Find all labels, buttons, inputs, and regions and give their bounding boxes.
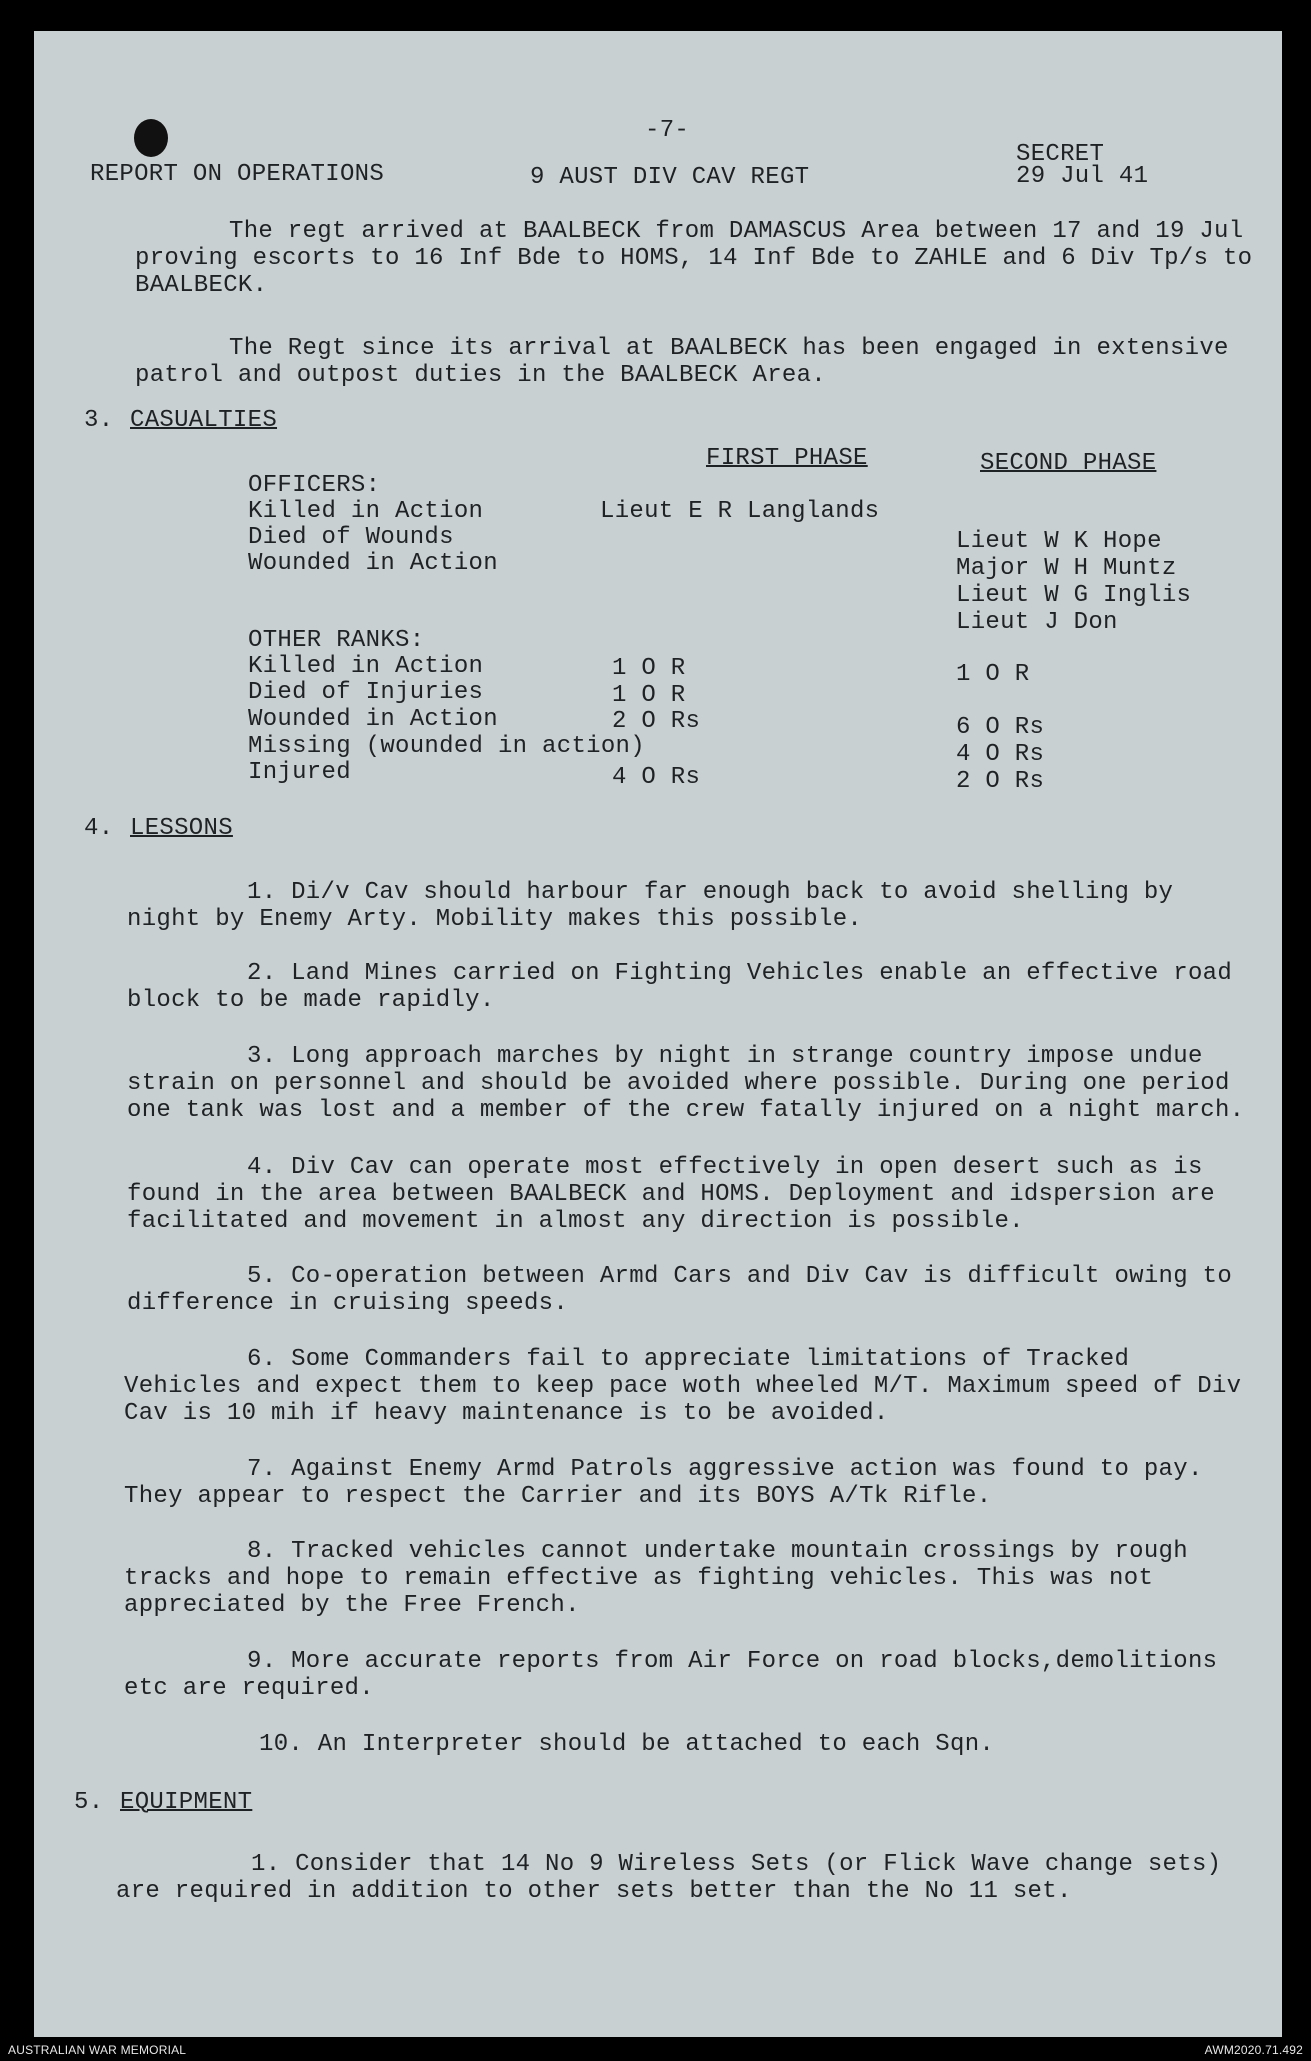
officer-second-entry: Major W H Muntz xyxy=(956,555,1177,582)
section-heading-casualties: CASUALTIES xyxy=(130,407,278,434)
other-ranks-row-label: Killed in Action xyxy=(248,653,484,680)
lesson-item: 10. An Interpreter should be attached to each Sqn. xyxy=(259,1731,995,1758)
unit-name: 9 AUST DIV CAV REGT xyxy=(530,164,810,191)
lesson-item: 7. Against Enemy Armd Patrols aggressive action was found to pay. They appear to respect the Carrier and its BOYS A/Tk Rifle. xyxy=(124,1456,1203,1510)
lesson-item: 3. Long approach marches by night in strange country impose undue strain on personnel and should be avoided where possible. During one period one tank was lost and a member of the crew fatally injured on a night march. xyxy=(127,1043,1245,1124)
lesson-item: 8. Tracked vehicles cannot undertake mountain crossings by rough tracks and hope to remain effective as fighting vehicles. This was not appreciated by the Free French. xyxy=(124,1538,1188,1619)
report-title: REPORT ON OPERATIONS xyxy=(90,161,385,188)
equipment-item: 1. Consider that 14 No 9 Wireless Sets (or Flick Wave change sets) are required in addition to other sets better than the No 11 set. xyxy=(116,1851,1222,1905)
classification: SECRET xyxy=(1016,141,1105,168)
document-page xyxy=(34,31,1282,2037)
section-number: 3. xyxy=(84,407,114,434)
other-ranks-second: 4 O Rs xyxy=(956,741,1045,768)
section-number: 5. xyxy=(74,1789,104,1816)
other-ranks-second: 2 O Rs xyxy=(956,768,1045,795)
report-date: 29 Jul 41 xyxy=(1016,163,1149,190)
section-number: 4. xyxy=(84,815,114,842)
lesson-item: 1. Di/v Cav should harbour far enough back to avoid shelling by night by Enemy Arty. Mobility makes this possible. xyxy=(127,879,1174,933)
officer-row-label: Killed in Action xyxy=(248,498,484,525)
other-ranks-row-label: Injured xyxy=(248,759,351,786)
section-heading-equipment: EQUIPMENT xyxy=(120,1789,253,1816)
lesson-item: 5. Co-operation between Armd Cars and Div Cav is difficult owing to difference in cruising speeds. xyxy=(127,1263,1233,1317)
intro-paragraph: The Regt since its arrival at BAALBECK has been engaged in extensive patrol and outpost duties in the BAALBECK Area. xyxy=(135,335,1229,389)
officers-label: OFFICERS: xyxy=(248,472,381,499)
punch-hole xyxy=(134,119,168,157)
other-ranks-row-label: Died of Injuries xyxy=(248,679,484,706)
other-ranks-first: 1 O R xyxy=(612,655,686,682)
column-header-second-phase: SECOND PHASE xyxy=(980,450,1157,477)
other-ranks-label: OTHER RANKS: xyxy=(248,627,425,654)
officer-second-entry: Lieut J Don xyxy=(956,609,1118,636)
officer-second-entry: Lieut W G Inglis xyxy=(956,582,1192,609)
other-ranks-second: 6 O Rs xyxy=(956,714,1045,741)
lesson-item: 4. Div Cav can operate most effectively in open desert such as is found in the area between BAALBECK and HOMS. Deployment and idspersion are facilitated and movement in almost any direction is possible. xyxy=(127,1154,1215,1235)
other-ranks-first: 1 O R xyxy=(612,682,686,709)
officer-killed-first: Lieut E R Langlands xyxy=(600,498,880,525)
lesson-item: 6. Some Commanders fail to appreciate limitations of Tracked Vehicles and expect them to keep pace woth wheeled M/T. Maximum speed of Div Cav is 10 mih if heavy maintenance is to be avoided. xyxy=(124,1346,1242,1427)
other-ranks-first: 4 O Rs xyxy=(612,764,701,791)
column-header-first-phase: FIRST PHASE xyxy=(706,445,868,472)
page-number: -7- xyxy=(645,117,690,144)
other-ranks-row-label: Missing (wounded in action) xyxy=(248,733,645,760)
lesson-item: 2. Land Mines carried on Fighting Vehicles enable an effective road block to be made rapidly. xyxy=(127,960,1233,1014)
officer-second-entry: Lieut W K Hope xyxy=(956,528,1162,555)
officer-row-label: Wounded in Action xyxy=(248,550,498,577)
archive-credit: AUSTRALIAN WAR MEMORIAL xyxy=(8,2043,187,2057)
archive-reference: AWM2020.71.492 xyxy=(1204,2043,1303,2057)
other-ranks-first: 2 O Rs xyxy=(612,708,701,735)
other-ranks-second: 1 O R xyxy=(956,661,1030,688)
other-ranks-row-label: Wounded in Action xyxy=(248,706,498,733)
intro-paragraph: The regt arrived at BAALBECK from DAMASCUS Area between 17 and 19 Jul proving escorts to 16 Inf Bde to HOMS, 14 Inf Bde to ZAHLE and 6 Div Tp/s to BAALBECK. xyxy=(135,218,1253,299)
lesson-item: 9. More accurate reports from Air Force on road blocks,demolitions etc are required. xyxy=(124,1648,1218,1702)
officer-row-label: Died of Wounds xyxy=(248,524,454,551)
section-heading-lessons: LESSONS xyxy=(130,815,233,842)
